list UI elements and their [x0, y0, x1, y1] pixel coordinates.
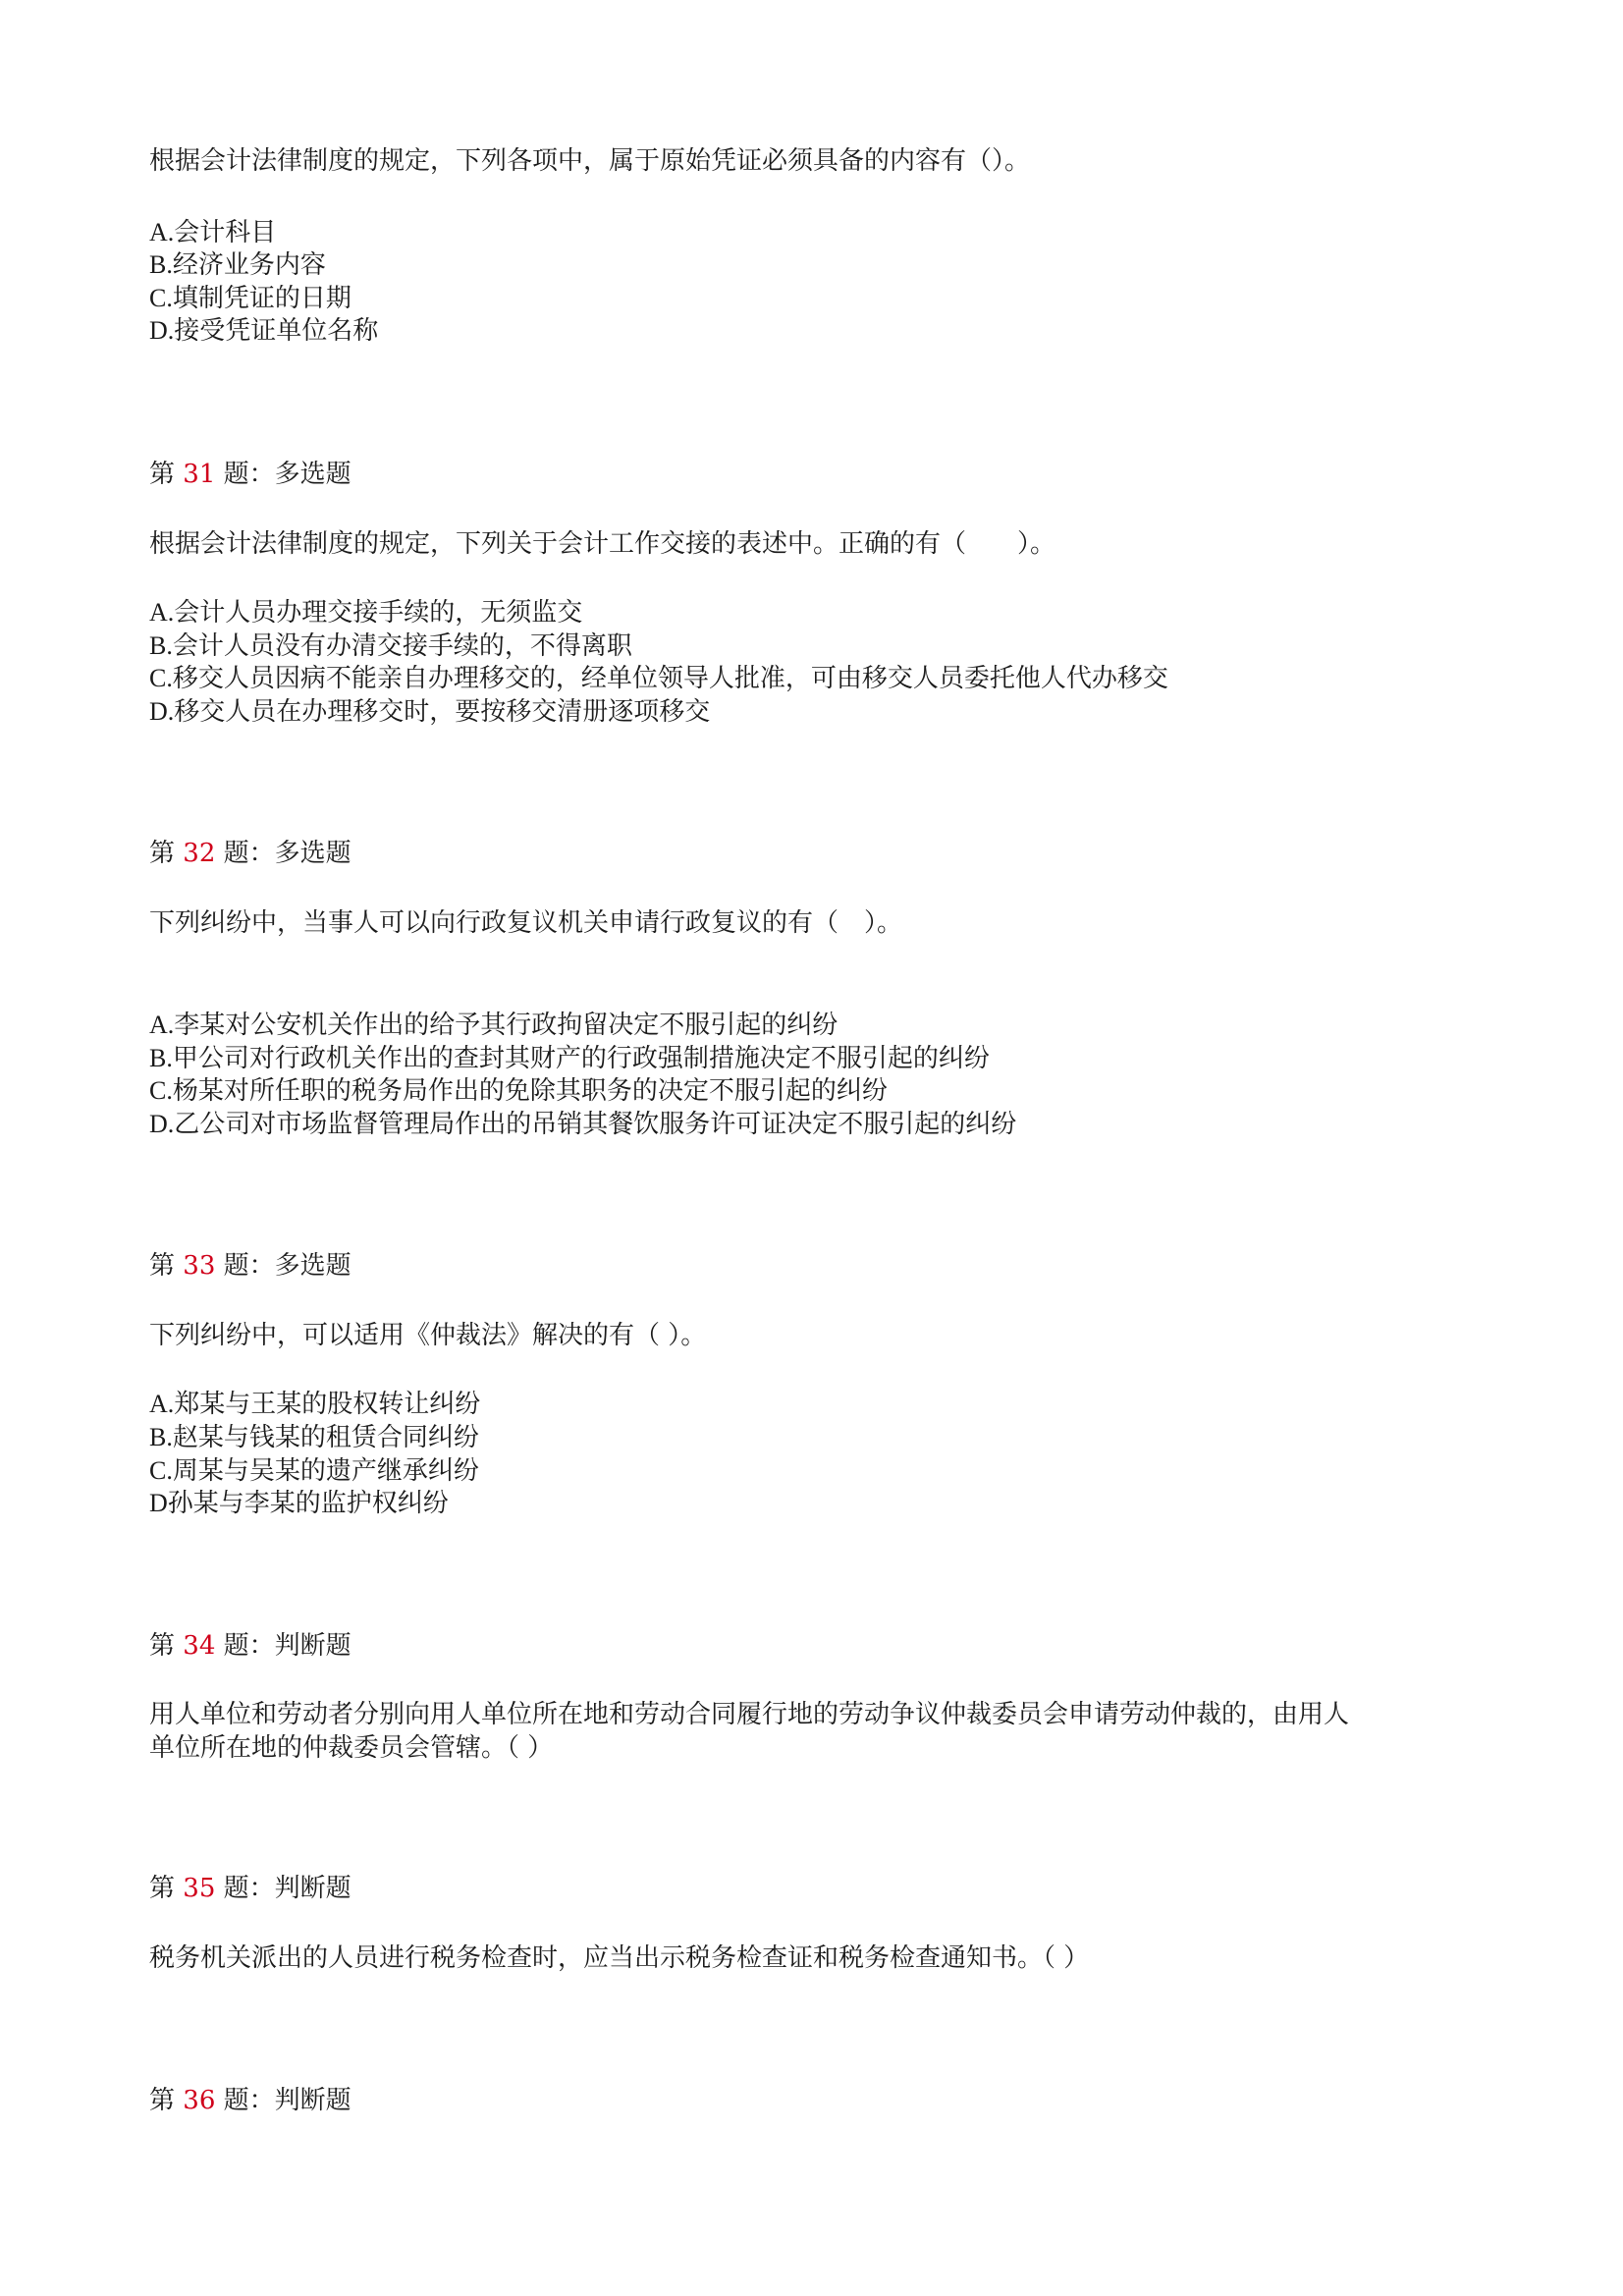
q31-heading [149, 458, 352, 491]
q36-type: 题：判断题 [223, 2086, 352, 2115]
q33-type: 题：多选题 [223, 1251, 352, 1281]
q33-stem: 下列纠纷中，可以适用《仲裁法》解决的有（ ）。 [149, 1321, 707, 1350]
q31-prefix: 第 [149, 460, 176, 489]
q32-number: 32 [183, 839, 216, 868]
q32-option-b: B.甲公司对行政机关作出的查封其财产的行政强制措施决定不服引起的纠纷 [149, 1044, 990, 1072]
q33-prefix: 第 [149, 1251, 176, 1281]
q30-option-c: C.填制凭证的日期 [149, 284, 352, 312]
q35-type: 题：判断题 [223, 1874, 352, 1903]
q32-prefix: 第 [149, 839, 176, 868]
q33-number: 33 [183, 1251, 216, 1281]
q31-option-c: C.移交人员因病不能亲自办理移交的，经单位领导人批准，可由移交人员委托他人代办移交 [149, 664, 1168, 692]
q36-number: 36 [183, 2086, 216, 2115]
q34-number: 34 [183, 1631, 216, 1661]
q35-number: 35 [183, 1874, 216, 1903]
q35-stem: 税务机关派出的人员进行税务检查时，应当出示税务检查证和税务检查通知书。（ ） [149, 1943, 1090, 1973]
q31-type: 题：多选题 [223, 460, 352, 489]
q32-stem: 下列纠纷中，当事人可以向行政复议机关申请行政复议的有（ ）。 [149, 908, 903, 938]
q32-type: 题：多选题 [223, 839, 352, 868]
q35-heading [149, 1872, 352, 1905]
q33-option-d: D孙某与李某的监护权纠纷 [149, 1489, 449, 1517]
q33-option-c: C.周某与吴某的遗产继承纠纷 [149, 1456, 479, 1485]
q31-option-d: D.移交人员在办理移交时，要按移交清册逐项移交 [149, 697, 711, 726]
q31-option-a: A.会计人员办理交接手续的，无须监交 [149, 598, 583, 627]
q36-heading [149, 2084, 352, 2117]
q34-heading [149, 1629, 352, 1663]
q34-stem-line-1: 用人单位和劳动者分别向用人单位所在地和劳动合同履行地的劳动争议仲裁委员会申请劳动仲裁的，由用人 [149, 1700, 1350, 1729]
q32-option-c: C.杨某对所任职的税务局作出的免除其职务的决定不服引起的纠纷 [149, 1076, 888, 1105]
q31-option-b: B.会计人员没有办清交接手续的，不得离职 [149, 631, 632, 660]
q31-stem: 根据会计法律制度的规定，下列关于会计工作交接的表述中。正确的有（ ）。 [149, 529, 1056, 559]
q35-prefix: 第 [149, 1874, 176, 1903]
q30-option-d: D.接受凭证单位名称 [149, 316, 379, 345]
q31-number: 31 [183, 460, 216, 489]
q33-option-a: A.郑某与王某的股权转让纠纷 [149, 1390, 481, 1418]
q34-type: 题：判断题 [223, 1631, 352, 1661]
q32-heading [149, 837, 352, 870]
q36-prefix: 第 [149, 2086, 176, 2115]
q34-stem-line-2: 单位所在地的仲裁委员会管辖。（ ） [149, 1733, 554, 1763]
q33-heading [149, 1249, 352, 1283]
q30-option-b: B.经济业务内容 [149, 250, 326, 279]
q30-option-a: A.会计科目 [149, 218, 277, 246]
q30-stem: 根据会计法律制度的规定，下列各项中，属于原始凭证必须具备的内容有（）。 [149, 146, 1031, 176]
q34-prefix: 第 [149, 1631, 176, 1661]
q33-option-b: B.赵某与钱某的租赁合同纠纷 [149, 1423, 479, 1451]
q32-option-a: A.李某对公安机关作出的给予其行政拘留决定不服引起的纠纷 [149, 1011, 839, 1039]
q32-option-d: D.乙公司对市场监督管理局作出的吊销其餐饮服务许可证决定不服引起的纠纷 [149, 1110, 1017, 1138]
